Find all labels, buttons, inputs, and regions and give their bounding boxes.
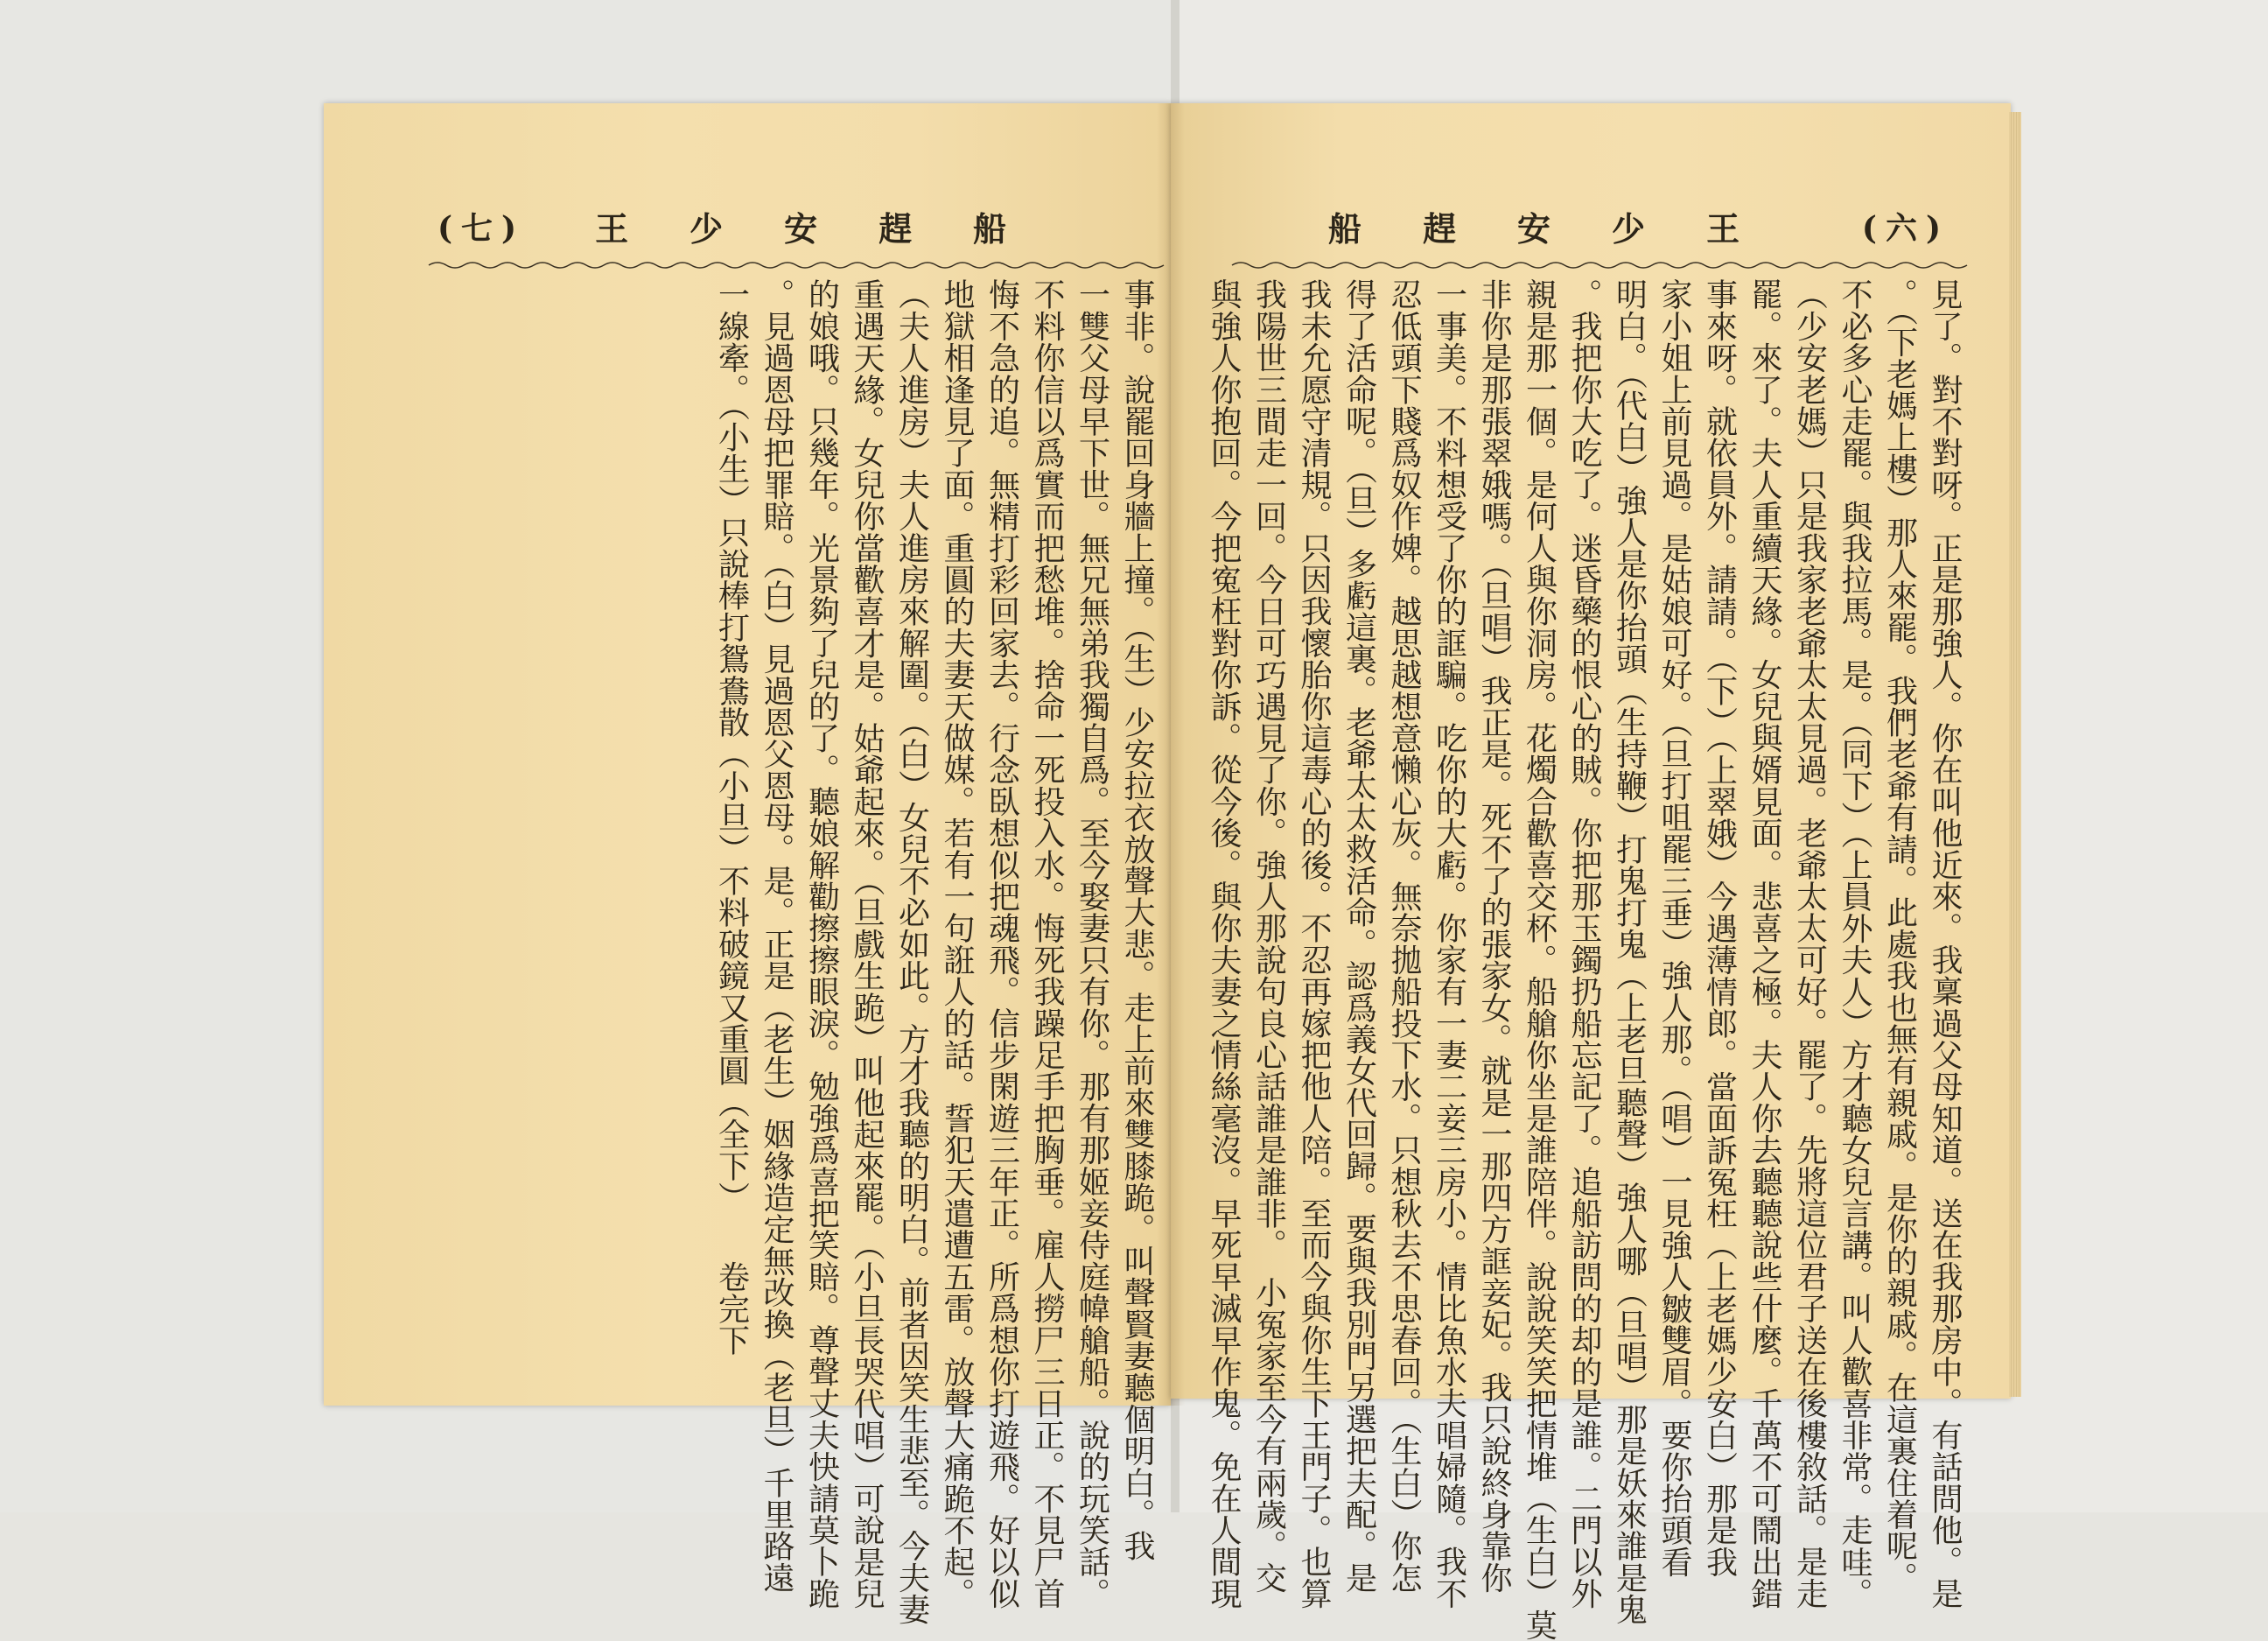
right-page-title <box>1328 202 1740 250</box>
book-gutter <box>1157 103 1185 1406</box>
text-column: 。（下老媽上樓）那人來罷。我們老爺有請。此處我也無有親戚。是你的親戚。在這裏住着呢。 <box>1881 278 1918 1594</box>
title-char: 船 <box>973 208 1007 249</box>
text-column: 見了。對不對呀。正是那強人。你在叫他近來。我稟過父母知道。送在我那房中。有話問他。是 <box>1927 278 1963 1609</box>
title-char: 安 <box>784 208 818 249</box>
text-column: 的娘哦。只幾年。光景夠了兒的了。聽娘解勸擦擦眼淚。勉強爲喜把笑賠。尊聲丈夫快請莫卜跪 <box>803 278 840 1609</box>
text-column: 罷。來了。夫人重續天緣。女兒與婿見面。悲喜之極。夫人你去聽聽說些什麼。千萬不可鬧出錯 <box>1746 278 1782 1609</box>
left-header-rule <box>429 259 1159 271</box>
right-header-rule <box>1232 259 1967 271</box>
right-page-header <box>1232 201 1958 250</box>
title-char: 趕 <box>878 208 913 249</box>
text-column: 非你是那張翠娥嗎。（旦唱）我正是。死不了的張家女。就是一那四方誆妾妃。我只說終身靠你 <box>1476 278 1512 1594</box>
title-char: 安 <box>1517 208 1551 249</box>
text-column: 一線牽。（小生）只說棒打鴛鴦散（小旦）不料破鏡又重圓（全下） 卷完下 <box>713 278 750 1356</box>
text-column: 家小姐上前見過。是姑娘可好。（旦打咀罷三垂）強人那。（唱）一見強人皺雙眉。要你抬頭看 <box>1656 278 1692 1578</box>
text-column: 我陽世三間走一回。今日可巧遇見了你。強人那說句良心話誰是誰非。 小冤家至今有兩歲。交 <box>1250 278 1287 1594</box>
text-column: 親是那一個。是何人與你洞房。花燭合歡喜交杯。船艙你坐是誰陪伴。說說笑笑把情堆（生白）莫 <box>1521 278 1558 1641</box>
right-page-number: (六) <box>1861 209 1950 247</box>
left-page-header <box>438 201 1155 250</box>
title-char: 少 <box>1612 208 1646 249</box>
title-char: 王 <box>1706 208 1740 249</box>
title-char: 趕 <box>1423 208 1457 249</box>
left-page-title <box>595 202 1006 250</box>
text-column: 不料你信以爲實而把愁堆。捨命一死投入水。悔死我躁足手把胸垂。雇人撈尸三日正。不見尸首 <box>1029 278 1065 1609</box>
text-column: 事來呀。就依員外。請請。（下）（上翠娥）今遇薄情郎。當面訴冤枉（上老媽少安白）那是我 <box>1701 278 1738 1578</box>
left-page-number: (七) <box>438 209 526 247</box>
title-char: 少 <box>690 208 724 249</box>
right-page-body <box>1206 278 1967 1641</box>
text-column: 明白。（代白）強人是你抬頭（生持鞭）打鬼打鬼（上老旦聽聲）強人哪（旦唱）那是妖來誰是鬼 <box>1611 278 1648 1625</box>
page-edges <box>2009 112 2021 1397</box>
text-column: 。我把你大吃了。迷昏藥的恨心的賊。你把那玉鐲扔船忘記了。追船訪問的却的是誰。二門以外 <box>1566 278 1602 1609</box>
title-char: 王 <box>595 208 629 249</box>
text-column: 得了活命呢。（旦）多虧這裏。老爺太太救活命。認爲義女代回歸。要與我別門另選把夫配。是 <box>1340 278 1377 1594</box>
left-page <box>324 103 1171 1625</box>
text-column: 不必多心走罷。與我拉馬。是。（同下）（上員外夫人）方才聽女兒言講。叫人歡喜非常。走哇。 <box>1837 278 1872 1609</box>
left-page-body <box>429 278 1159 1625</box>
text-column: 一事美。不料想受了你的誆騙。吃你的大虧。你家有一妻二妾三房小。情比魚水夫唱婦隨。我不 <box>1431 278 1467 1609</box>
text-column: （夫人進房）夫人進房來解圍。（白）女兒不必如此。方才我聽的明白。前者因笑生悲至。今夫妻 <box>893 278 930 1625</box>
text-column: 我未允愿守清規。只因我懷胎你這毒心的後。不忍再嫁把他人陪。至而今與你生下王門子。也算 <box>1296 278 1332 1609</box>
text-column: 忍低頭下賤爲奴作婢。越思越想意懶心灰。無奈拋船投下水。只想秋去不思春回。（生白）你怎 <box>1386 278 1422 1594</box>
text-column: 。見過恩母把罪賠。（白）見過恩父恩母。是。正是（老生）姻緣造定無改換（老旦）千里路遠 <box>759 278 794 1594</box>
title-char: 船 <box>1328 208 1362 249</box>
text-column: 一雙父母早下世。無兄無弟我獨自爲。至今娶妻只有你。那有那姬妾侍庭幃艙船。說的玩笑話。 <box>1074 278 1110 1609</box>
text-column: （少安老媽）只是我家老爺太太見過。老爺太太可好。罷了。先將這位君子送在後樓敘話。是走 <box>1791 278 1828 1609</box>
text-column: 地獄相逢見了面。重圓的夫妻天做媒。若有一句誑人的話。誓犯天遣遭五雷。放聲大痛跪不起。 <box>939 278 975 1609</box>
text-column: 悔不急的追。無精打彩回家去。行念臥想似把魂飛。信步閑遊三年正。所爲想你打遊飛。好以似 <box>984 278 1020 1609</box>
text-column: 重遇天緣。女兒你當歡喜才是。姑爺起來。（旦戲生跪）叫他起來罷。（小旦長哭代唱）可說是兒 <box>849 278 885 1609</box>
right-page <box>1171 103 2011 1641</box>
text-column: 與強人你抱回。今把寃枉對你訴。從今後。與你夫妻之情絲毫沒。早死早滅早作鬼。免在人間現 <box>1206 278 1242 1609</box>
text-column: 事非。說罷回身牆上撞。（生）少安拉衣放聲大悲。走上前來雙膝跪。叫聲賢妻聽個明白。我 <box>1119 278 1155 1562</box>
